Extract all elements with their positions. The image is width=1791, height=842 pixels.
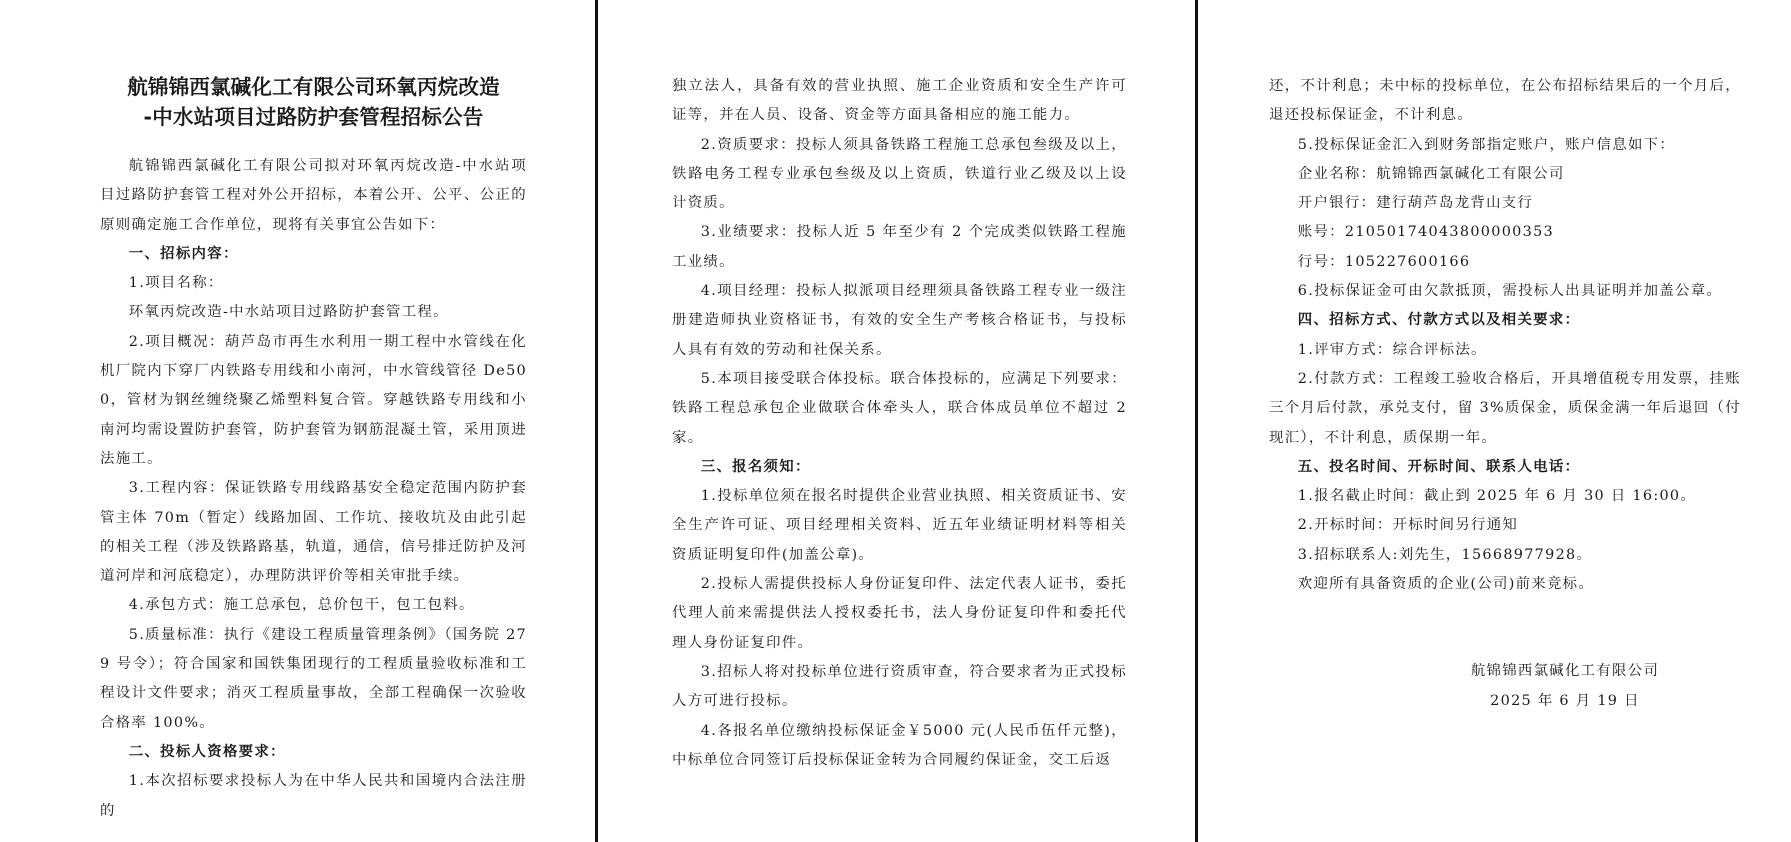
qualification-item-5: 5.本项目接受联合体投标。联合体投标的，应满足下列要求：铁路工程总承包企业做联合体牵头人，联合体成员单位不超过 2 家。	[672, 370, 1127, 446]
document-page-1	[0, 0, 595, 842]
section-heading-1: 一、招标内容：	[128, 245, 239, 262]
account-bank: 开户银行：建行葫芦岛龙背山支行	[1297, 195, 1534, 212]
signature-block	[1269, 657, 1741, 716]
title-line-1: 航锦锦西氯碱化工有限公司环氧丙烷改造	[127, 75, 500, 99]
section-heading-5: 五、投名时间、开标时间、联系人电话：	[1297, 458, 1581, 475]
intro-paragraph: 航锦锦西氯碱化工有限公司拟对环氧丙烷改造-中水站项目过路防护套管工程对外公开招标，本着公开、公平、公正的原则确定施工合作单位，现将有关事宜公告如下：	[100, 158, 527, 233]
section-heading-4: 四、招标方式、付款方式以及相关要求：	[1297, 312, 1581, 329]
time-item-1: 1.报名截止时间：截止到 2025 年 6 月 30 日 16:00。	[1297, 488, 1697, 505]
project-name-value: 环氧丙烷改造-中水站项目过路防护套管工程。	[128, 304, 449, 321]
qualification-item-4: 4.项目经理：投标人拟派项目经理须具备铁路工程专业一级注册建造师执业资格证书，有效的安全生产考核合格证书，与投标人具有有效的劳动和社保关系。	[672, 283, 1127, 358]
account-company: 企业名称：航锦锦西氯碱化工有限公司	[1297, 165, 1565, 182]
registration-item-4: 4.各报名单位缴纳投标保证金￥5000 元(人民币伍仟元整)，中标单位合同签订后投标保证金转为合同履约保证金，交工后返	[672, 722, 1127, 768]
welcome-line: 欢迎所有具备资质的企业(公司)前来竞标。	[1297, 576, 1595, 593]
section-heading-3: 三、报名须知：	[700, 458, 811, 475]
method-item-1: 1.评审方式：综合评标法。	[1297, 341, 1487, 358]
page-divider	[595, 0, 598, 842]
document-title	[100, 72, 527, 132]
qualification-item-1-continued: 独立法人，具备有效的营业执照、施工企业资质和安全生产许可证等，并在人员、设备、资金等方面具备相应的施工能力。	[672, 78, 1127, 124]
registration-item-6: 6.投标保证金可由欠款抵顶，需投标人出具证明并加盖公章。	[1297, 283, 1723, 300]
quality-standard: 5.质量标准：执行《建设工程质量管理条例》（国务院 279 号令）；符合国家和国铁集团现行的工程质量验收标准和工程设计文件要求；消灭工程质量事故，全部工程确保一次验收合格率 100%。	[100, 626, 527, 731]
project-name-label: 1.项目名称：	[128, 275, 224, 292]
page-divider	[1195, 0, 1198, 842]
account-number: 账号：21050174043800000353	[1297, 224, 1554, 241]
section-heading-2: 二、投标人资格要求：	[128, 743, 286, 760]
signature-company: 航锦锦西氯碱化工有限公司	[1470, 663, 1660, 680]
time-item-2: 2.开标时间：开标时间另行通知	[1297, 517, 1519, 534]
registration-item-4-continued: 还，不计利息；未中标的投标单位，在公布招标结果后的一个月后，退还投标保证金，不计利息。	[1269, 78, 1741, 124]
bank-number: 行号：105227600166	[1297, 253, 1471, 270]
registration-item-2: 2.投标人需提供投标人身份证复印件、法定代表人证书，委托代理人前来需提供法人授权委托书，法人身份证复印件和委托代理人身份证复印件。	[672, 576, 1127, 651]
registration-item-3: 3.招标人将对投标单位进行资质审查，符合要求者为正式投标人方可进行投标。	[672, 663, 1127, 710]
project-scope: 3.工程内容：保证铁路专用线路基安全稳定范围内防护套管主体 70m（暂定）线路加固、工作坑、接收坑及由此引起的相关工程（涉及铁路路基，轨道，通信，信号排迁防护及河道河岸和河底稳定），办理防洪评价等相关审批手续。	[100, 480, 527, 585]
method-item-2: 2.付款方式：工程竣工验收合格后，开具增值税专用发票，挂账三个月后付款，承兑支付，留 3%质保金，质保金满一年后退回（付现汇），不计利息，质保期一年。	[1269, 370, 1741, 446]
document-page-3	[1199, 0, 1791, 842]
registration-item-5: 5.投标保证金汇入到财务部指定账户，账户信息如下：	[1297, 136, 1676, 153]
time-item-3: 3.招标联系人:刘先生，15668977928。	[1297, 546, 1593, 563]
title-line-2: -中水站项目过路防护套管程招标公告	[143, 105, 484, 129]
registration-item-1: 1.投标单位须在报名时提供企业营业执照、相关资质证书、安全生产许可证、项目经理相关资料、近五年业绩证明材料等相关资质证明复印件(加盖公章)。	[672, 488, 1127, 563]
document-page-2	[599, 0, 1195, 842]
qualification-item-1: 1.本次招标要求投标人为在中华人民共和国境内合法注册的	[100, 773, 527, 819]
signature-date: 2025 年 6 月 19 日	[1490, 692, 1640, 709]
contract-method: 4.承包方式：施工总承包，总价包干，包工包料。	[128, 597, 475, 614]
qualification-item-2: 2.资质要求：投标人须具备铁路工程施工总承包叁级及以上，铁路电务工程专业承包叁级及以上资质，铁道行业乙级及以上设计资质。	[672, 136, 1127, 212]
qualification-item-3: 3.业绩要求：投标人近 5 年至少有 2 个完成类似铁路工程施工业绩。	[672, 224, 1127, 270]
project-overview: 2.项目概况：葫芦岛市再生水利用一期工程中水管线在化机厂院内下穿厂内铁路专用线和小南河，中水管线管径 De500，管材为钢丝缠绕聚乙烯塑料复合管。穿越铁路专用线和小南河均需设置防护套管，防护套管为钢筋混凝土管，采用顶进法施工。	[100, 333, 527, 467]
